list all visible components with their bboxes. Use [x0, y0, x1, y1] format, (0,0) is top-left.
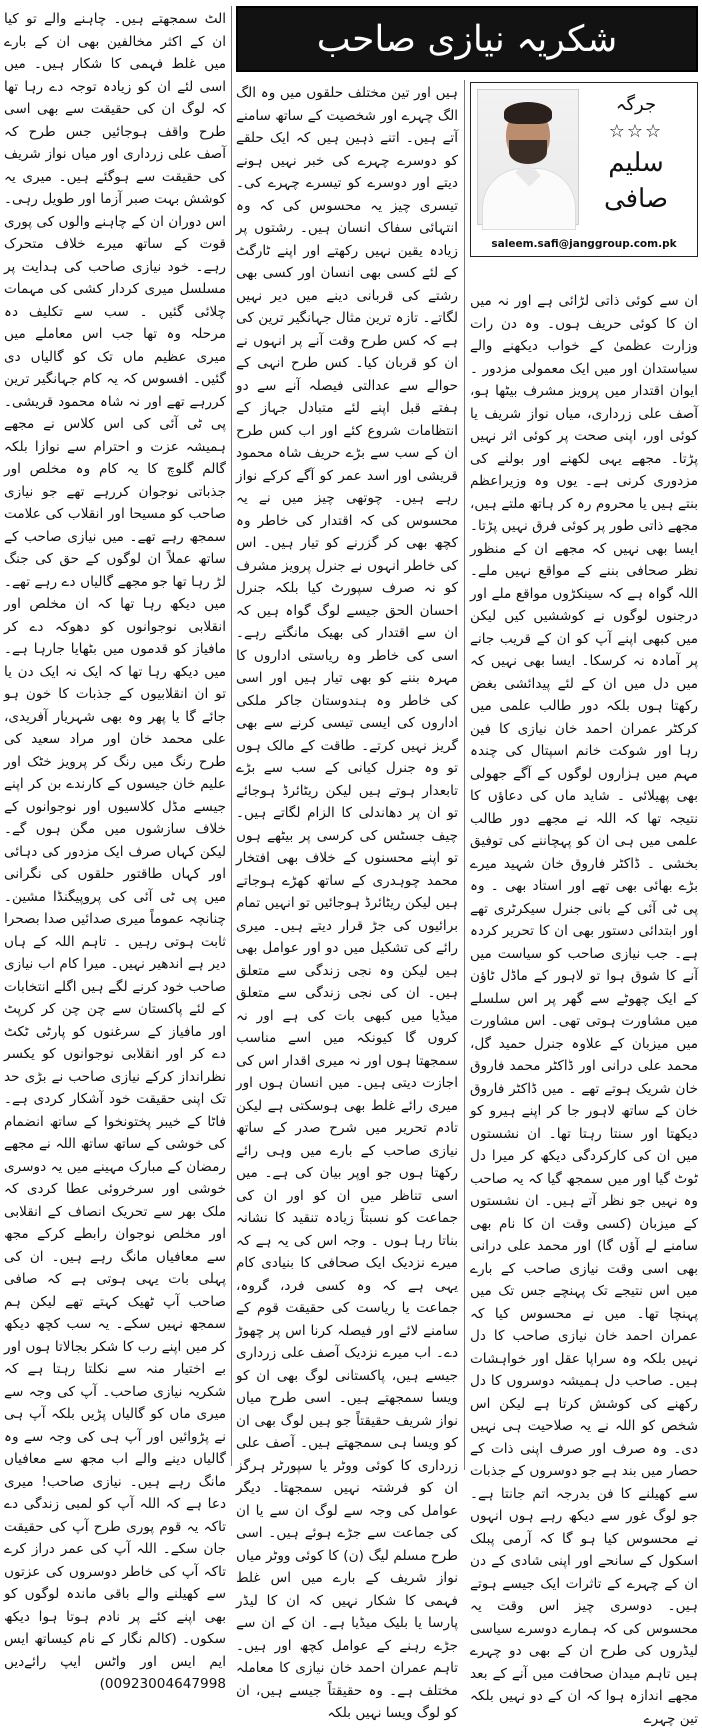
stars-icon: ☆☆☆: [608, 121, 664, 142]
article-text-left: الٹ سمجھتے ہیں۔ چاہنے والے تو کیا ان کے اکثر مخالفین بھی ان کے بارے میں غلط فہمی کا شکار ہیں۔ میں اسی لئے ان کو زیادہ توجہ دے رہا تھا کہ لوگ ان کی حقیقت سے بھی اسی طرح واقف ہوجائیں جس طرح کہ آصف علی زرداری اور میاں نواز شریف کی حقیقت سے ہوگئے ہیں۔ میری یہ کوشش بہت صبر آزما اور طویل رہی۔ اس دوران ان کے چاہنے والوں کی پوری قوت کے ساتھ میرے خلاف متحرک رہے۔ خود نیازی صاحب کی ہدایت پر مسلسل میری کردار کشی کی مہمات چلائی گئیں ۔ سب سے تکلیف دہ مرحلہ وہ تھا جب اس معاملے میں میری عظیم ماں تک کو گالیاں دی گئیں۔ افسوس کہ یہ کام جہانگیر ترین کررہے تھے اور نہ شاہ محمود قریشی۔ پی ٹی آئی کی اس کلاس نے مجھے ہمیشہ عزت و احترام سے نوازا بلکہ گالم گلوچ کا یہ کام وہ مخلص اور جذباتی نوجوان کررہے تھے جو نیازی صاحب کو مسیحا اور انقلاب کی علامت سمجھ رہے تھے۔ میں نیازی صاحب کے ساتھ عملاً ان لوگوں کے حق کی جنگ لڑ رہا تھا جو مجھے گالیاں دے رہے تھے۔ میں دیکھ رہا تھا کہ ان مخلص اور انقلابی نوجوانوں کو دھوکہ دے کر مافیاز کو قدموں میں بٹھایا جارہا ہے۔ میں دیکھ رہا تھا کہ ایک نہ ایک دن یا تو ان انقلابیوں کے جذبات کا خون ہو جائے گا یا پھر وہ بھی شہریار آفریدی، علی محمد خان اور مراد سعید کی طرح رنگ میں رنگ کر پرویز خٹک اور علیم خان جیسوں کے کارندے بن کر اپنے جیسے مڈل کلاسیوں اور نوجوانوں کے خلاف سازشوں میں مگن ہوں گے۔ لیکن کہاں صرف ایک مزدور کی دہائی اور کہاں طاقتور حلقوں کی نگرانی میں پی ٹی آئی کی پروپیگنڈا مشین۔ چنانچہ عموماً میری صدائیں صدا بصحرا ثابت ہوتی رہیں ۔ تاہم اللہ کے ہاں دیر ہے اندھیر نہیں۔ میرا کام اب نیازی صاحب خود کرنے لگے ہیں اگلے انتخابات کے لئے پاکستان سے چن چن کر کرپٹ اور مافیاز کے سرغنوں کو پارٹی ٹکٹ دے کر اور انقلابی نوجوانوں کو یکسر نظرانداز کرکے نیازی صاحب نے بڑی حد تک اپنی حقیقت خود آشکار کردی ہے۔ فاٹا کے خیبر پختونخوا کے ساتھ انضمام کی خوشی کے ساتھ ساتھ اللہ نے مجھے رمضان کے مبارک مہینے میں یہ دوسری خوشی اور سرخروئی عطا کردی کہ ملک بھر سے تحریک انصاف کے انقلابی اور مخلص نوجوان رابطے کرکے مجھ سے معافیاں مانگ رہے ہیں۔ ان کی پہلی بات یہی ہوتی ہے کہ صافی صاحب آپ ٹھیک کہتے تھے لیکن ہم سمجھ نہیں سکے۔ یہ سب کچھ دیکھ کر میں اپنے رب کا شکر بجالاتا ہوں اور بے اختیار منہ سے نکلتا رہتا ہے کہ شکریہ نیازی صاحب۔ آپ کی وجہ سے میری ماں کو گالیاں پڑیں بلکہ آپ ہی نے پڑوائیں اور آپ ہی کی وجہ سے وہ گالیاں دینے والے اب مجھ سے معافیاں مانگ رہے ہیں۔ نیازی صاحب! میری دعا ہے کہ اللہ آپ کو لمبی زندگی دے تاکہ یہ قوم پوری طرح آپ کی حقیقت جان سکے۔ اللہ آپ کی عمر دراز کرے تاکہ آپ کی خاطر دوسروں کی عزتوں سے کھیلنے والے باقی ماندہ لوگوں کو بھی اپنے کئے پر نادم ہوتا ہوا دیکھ سکوں۔ (کالم نگار کے نام کیساتھ ایس ایم ایس اور واٹس ایپ رائےدیں 00923004647998): [4, 11, 226, 1692]
headline: شکریہ نیازی صاحب: [316, 18, 618, 60]
headline-banner: [236, 6, 698, 72]
author-name: سلیم صافی: [603, 148, 669, 214]
column-divider-left: [231, 6, 232, 1466]
author-byline-box: [470, 82, 698, 257]
column-name: جرگہ: [615, 94, 657, 115]
article-text-right: ان سے کوئی ذاتی لڑائی ہے اور نہ میں ان کا کوئی حریف ہوں۔ وہ دن رات وزارت عظمیٰ کے خواب دیکھنے والے سیاستدان اور میں ایک معمولی مزدور ۔ ایوان اقتدار میں پرویز مشرف بیٹھا ہو، آصف علی زرداری، میاں نواز شریف یا کوئی اور، اپنی صحت پر کوئی اثر نہیں پڑتا۔ مجھے یہی لکھنے اور بولنے کی مزدوری کرنی ہے۔ یوں وہ وزیراعظم بنتے ہیں یا محروم رہ کر ہاتھ ملتے ہیں، مجھے ذاتی طور پر کوئی فرق نہیں پڑتا۔ ایسا بھی نہیں کہ مجھے ان کے منظور نظر صحافی بننے کے مواقع نہیں ملے۔ اللہ گواہ ہے کہ سینکڑوں مواقع ملے اور درجنوں لوگوں نے کوششیں کیں لیکن میں کبھی اپنے آپ کو ان کے قریب جانے پر آمادہ نہ کرسکا۔ ایسا بھی نہیں کہ میں دل میں ان کے لئے پیدائشی بغض رکھتا ہوں بلکہ دور طالب علمی میں کرکٹر عمران احمد خان نیازی کا فین رہا اور شوکت خانم اسپتال کی چندہ مہم میں ہزاروں لوگوں کے آگے جھولی بھی پھیلائی ۔ شاید ماں کی دعاؤں کا نتیجہ تھا کہ اللہ نے مجھے دور طالب علمی میں ہی ان کو پہچاننے کی توفیق بخشی ۔ ڈاکٹر فاروق خان شہید میرے بڑے بھائی بھی تھے اور استاد بھی ۔ وہ پی ٹی آئی کے بانی جنرل سیکرٹری تھے اور ابتدائی دستور بھی ان کا تحریر کردہ ہے۔ جب نیازی صاحب کو سیاست میں آنے کا شوق ہوا تو لاہور کے ماڈل ٹاؤن کے ایک چھوٹے سے گھر پر اس سلسلے میں مشاورت ہوتی تھی۔ اس مشاورت میں میزبان کے علاوہ جنرل حمید گل، محمد علی درانی اور ڈاکٹر محمد فاروق خان شریک ہوتے تھے ۔ میں ڈاکٹر فاروق خان کے ساتھ لاہور جا کر اپنے ہیرو کو دیکھتا اور سنتا رہتا تھا۔ ان نشستوں میں ان کی کارکردگی دیکھ کر میرا دل ٹوٹ گیا اور میں سمجھ گیا کہ یہ صاحب وہ نہیں جو نظر آتے ہیں۔ ان نشستوں کے میزبان (کسی وقت ان کا نام بھی سامنے لے آؤں گا) اور محمد علی درانی بھی اسی وقت نیازی صاحب کے بارے میں اس نتیجے تک پہنچے جس تک میں پہنچا تھا۔ میں نے محسوس کیا کہ عمران احمد خان نیازی صاحب کا دل نہیں بلکہ وہ سراپا عقل اور خواہشات ہیں۔ صاحب دل ہمیشہ دوسروں کا دل رکھنے کی کوشش کرتا ہے لیکن اس شخص کو اللہ نے یہ صلاحیت ہی نہیں دی۔ وہ صرف اور صرف اپنی ذات کے حصار میں بند ہے جو دوسروں کے جذبات سے کھیلنے کا فن بدرجہ اتم جانتا ہے۔ جو لوگ غور سے دیکھ رہے ہوں انہوں نے محسوس کیا ہو گا کہ آرمی پبلک اسکول کے سانحے اور اپنی شادی کے دن ان کے چہرے کے تاثرات ایک جیسے ہوتے ہیں۔ دوسری چیز اس وقت یہ محسوس کی کہ ہمارے دوسرے سیاسی لیڈروں کی طرح ان کے بھی دو چہرے ہیں تاہم میدان صحافت میں آنے کے بعد مجھے اندازہ ہوا کہ ان کے دو نہیں بلکہ تین چہرے: [469, 293, 698, 1727]
article-text-middle: ہیں اور تین مختلف حلقوں میں وہ الگ الگ چہرے اور شخصیت کے ساتھ سامنے آتے ہیں۔ اتنے ذہین ہیں کہ ایک حلقے کو دوسرے چہرے کی خبر نہیں ہونے دیتے اور دوسرے کو تیسرے چہرے کی۔ تیسری چیز یہ محسوس کی کہ وہ انتہائی سفاک انسان ہیں۔ رشتوں پر زیادہ یقین نہیں رکھتے اور اپنے ٹارگٹ کے لئے کسی بھی انسان اور کسی بھی رشتے کی قربانی دینے میں دیر نہیں لگاتے۔ تازہ ترین مثال جہانگیر ترین کی ہے کہ کس طرح وقت آنے پر انہوں نے ان کو قربان کیا۔ کس طرح انہی کے حوالے سے عدالتی فیصلہ آنے سے دو ہفتے قبل اپنے لئے متبادل جہاز کے انتظامات شروع کئے اور اب کس طرح ان کے سب سے بڑے حریف شاہ محمود قریشی اور اسد عمر کو آگے کرکے نواز رہے ہیں۔ چوتھی چیز میں نے یہ محسوس کی کہ اقتدار کی خاطر وہ کچھ بھی کر گزرنے کو تیار ہیں۔ اس کی خاطر انہوں نے جنرل پرویز مشرف کو نہ صرف سپورٹ کیا بلکہ جنرل احسان الحق جیسے لوگ گواہ ہیں کہ ان سے اقتدار کی بھیک مانگتے رہے۔ اسی کی خاطر وہ ریاستی اداروں کا مہرہ بننے کو بھی تیار ہیں اور اسی کی خاطر وہ ہندوستان جاکر ملکی اداروں کی ایسی تیسی کرنے سے بھی گریز نہیں کرتے۔ طاقت کے مالک ہوں تو وہ جنرل کیانی کے سب سے بڑے تابعدار ہوتے ہیں لیکن ریٹائرڈ ہوجائے تو ان پر دھاندلی کا الزام لگاتے ہیں۔ چیف جسٹس کی کرسی پر بیٹھے ہوں تو اپنے محسنوں کے خلاف بھی افتخار محمد چوہدری کے ساتھ کھڑے ہوجاتے ہیں لیکن ریٹائرڈ ہوجائیں تو انہیں تمام برائیوں کی جڑ قرار دیتے ہیں۔ میری رائے کی تشکیل میں دو اور عوامل بھی ہیں لیکن وہ نجی زندگی سے متعلق ہیں۔ ان کی نجی زندگی سے متعلق میڈیا میں کبھی بات کی ہے اور نہ کروں گا کیونکہ میں اسے مناسب سمجھتا ہوں اور نہ میری اقدار اس کی اجازت دیتی ہیں۔ میں انسان ہوں اور میری رائے غلط بھی ہوسکتی ہے لیکن تادم تحریر میں شرح صدر کے ساتھ نیازی صاحب کے بارے میں وہی رائے رکھتا ہوں جو اوپر بیان کی ہے۔ میں اسی تناظر میں ان کو اور ان کی جماعت کو نسبتاً زیادہ تنقید کا نشانہ بناتا رہا ہوں ۔ وجہ اس کی یہ ہے کہ میرے نزدیک ایک صحافی کا بنیادی کام یہی ہے کہ وہ کسی فرد، گروہ، جماعت یا ریاست کی حقیقت قوم کے سامنے لائے اور فیصلہ کرنا اس پر چھوڑ دے۔ اب میرے نزدیک آصف علی زرداری جیسے ہیں، پاکستانی لوگ بھی ان کو ویسا سمجھتے ہیں۔ اسی طرح میاں نواز شریف حقیقتاً جو ہیں لوگ بھی ان کو ویسا ہی سمجھتے ہیں۔ آصف علی زرداری کا کوئی ووٹر یا سپورٹر ہرگز ان کو فرشتہ نہیں سمجھتا۔ دیگر عوامل کی وجہ سے لوگ ان سے یا ان کی جماعت سے جڑے ہوئے ہیں۔ اسی طرح مسلم لیگ (ن) کا کوئی ووٹر میاں نواز شریف کے بارے میں اس غلط فہمی کا شکار نہیں کہ ان کا لیڈر پارسا یا بلیک میڈیا ہے۔ ان کے ان سے جڑے رہنے کے عوامل کچھ اور ہیں۔ تاہم عمران احمد خان نیازی کا معاملہ مختلف ہے۔ وہ حقیقتاً جیسے ہیں، ان کو لوگ ویسا نہیں بلکہ: [236, 85, 458, 1721]
article-column-right: [469, 290, 698, 1727]
article-column-middle: [236, 82, 458, 1721]
byline-text: [583, 91, 689, 217]
column-divider-right: [464, 80, 465, 1470]
author-photo: [477, 89, 579, 225]
article-column-left: [4, 8, 226, 1692]
author-email: saleem.safi@janggroup.com.pk: [491, 238, 677, 250]
